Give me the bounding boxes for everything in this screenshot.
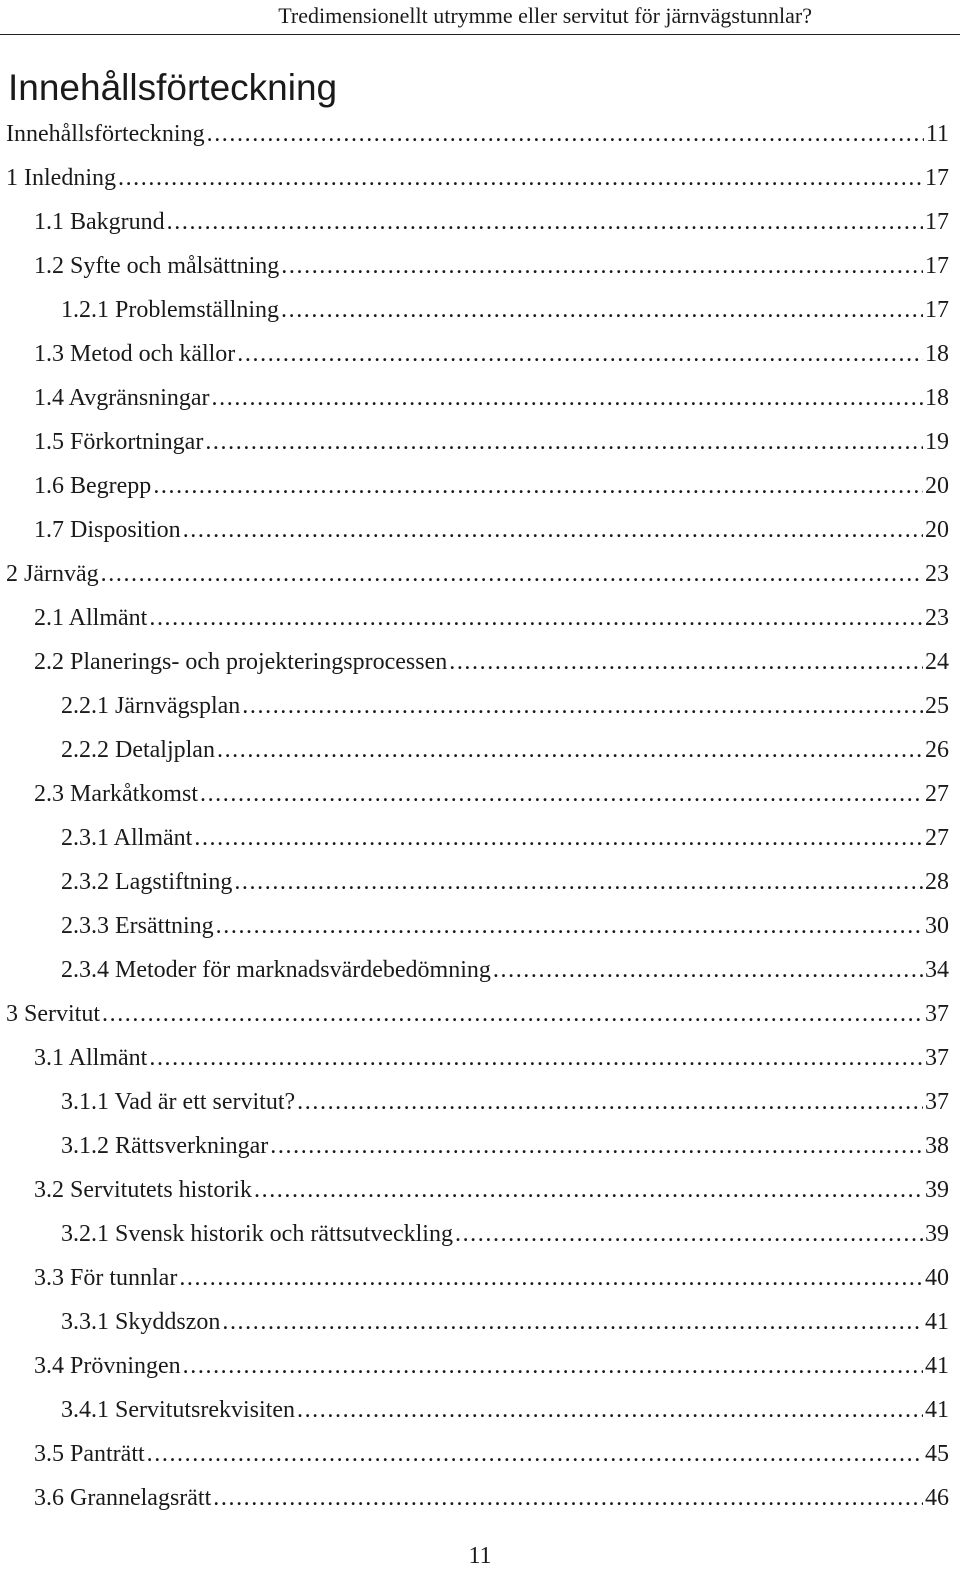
toc-entry-page: 17 [925,165,949,191]
toc-entry[interactable] [0,244,960,288]
toc-entry-title: 2.3.4 Metoder för marknadsvärdebedömning [61,957,491,983]
dot-leader [118,156,923,200]
toc-entry-page: 18 [925,341,949,367]
dot-leader [207,112,924,156]
dot-leader [455,1212,923,1256]
toc-entry-page: 46 [925,1485,949,1511]
toc-entry-title: 3.2.1 Svensk historik och rättsutveckling [61,1221,453,1247]
toc-entry-title: 1 Inledning [6,165,116,191]
dot-leader [183,1344,923,1388]
toc-entry-page: 18 [925,385,949,411]
toc-entry-title: 2.3.3 Ersättning [61,913,214,939]
toc-entry-page: 39 [925,1221,949,1247]
toc-entry-title: 2.2 Planerings- och projekteringsprocessen [34,649,448,675]
toc-entry-page: 24 [925,649,949,675]
toc-entry-page: 41 [925,1353,949,1379]
dot-leader [149,1036,923,1080]
dot-leader [101,552,923,596]
toc-entry-page: 34 [925,957,949,983]
toc-entry[interactable] [0,112,960,156]
dot-leader [153,464,923,508]
toc-entry-title: 1.5 Förkortningar [34,429,204,455]
toc-entry-page: 41 [925,1397,949,1423]
dot-leader [205,420,923,464]
toc-entry-title: 2.2.2 Detaljplan [61,737,215,763]
toc-entry[interactable] [0,508,960,552]
toc-entry[interactable] [0,1388,960,1432]
dot-leader [493,948,923,992]
dot-leader [222,1300,923,1344]
toc-entry[interactable] [0,728,960,772]
toc-entry-page: 19 [925,429,949,455]
dot-leader [234,860,923,904]
toc-entry-page: 28 [925,869,949,895]
dot-leader [217,728,923,772]
toc-entry-title: 3 Servitut [6,1001,100,1027]
toc-entry-page: 37 [925,1089,949,1115]
toc-entry[interactable] [0,860,960,904]
dot-leader [281,244,923,288]
toc-entry-page: 20 [925,473,949,499]
dot-leader [213,1476,923,1520]
dot-leader [297,1388,923,1432]
toc-entry[interactable] [0,420,960,464]
toc-entry-page: 17 [925,209,949,235]
table-of-contents [0,112,960,1520]
toc-entry-page: 37 [925,1045,949,1071]
toc-entry-page: 23 [925,561,949,587]
dot-leader [297,1080,923,1124]
toc-entry-page: 27 [925,825,949,851]
dot-leader [254,1168,923,1212]
dot-leader [194,816,923,860]
toc-entry[interactable] [0,640,960,684]
toc-entry[interactable] [0,948,960,992]
toc-entry-page: 17 [925,253,949,279]
dot-leader [167,200,923,244]
toc-entry-title: 1.6 Begrepp [34,473,152,499]
toc-entry[interactable] [0,992,960,1036]
dot-leader [149,596,923,640]
toc-entry-title: 3.1.2 Rättsverkningar [61,1133,269,1159]
toc-entry-title: 2.1 Allmänt [34,605,148,631]
running-header-title: Tredimensionellt utrymme eller servitut för järnvägstunnlar? [278,3,812,28]
toc-entry-page: 38 [925,1133,949,1159]
page-number: 11 [468,1543,492,1569]
toc-entry[interactable] [0,332,960,376]
toc-entry-page: 39 [925,1177,949,1203]
toc-entry-title: 1.3 Metod och källor [34,341,236,367]
dot-leader [216,904,923,948]
dot-leader [212,376,923,420]
toc-entry-page: 37 [925,1001,949,1027]
toc-entry-title: 2.2.1 Järnvägsplan [61,693,241,719]
dot-leader [179,1256,923,1300]
dot-leader [237,332,923,376]
toc-entry-title: 2.3.1 Allmänt [61,825,193,851]
dot-leader [147,1432,923,1476]
toc-entry-title: 3.1 Allmänt [34,1045,148,1071]
toc-entry[interactable] [0,1476,960,1520]
toc-entry-page: 40 [925,1265,949,1291]
toc-entry[interactable] [0,772,960,816]
toc-entry-page: 26 [925,737,949,763]
toc-entry-page: 41 [925,1309,949,1335]
toc-heading: Innehållsförteckning [8,67,338,108]
toc-entry-title: 1.4 Avgränsningar [34,385,210,411]
toc-entry-title: 3.4.1 Servitutsrekvisiten [61,1397,295,1423]
toc-entry-page: 17 [925,297,949,323]
toc-entry[interactable] [0,1080,960,1124]
toc-entry[interactable] [0,816,960,860]
toc-entry[interactable] [0,288,960,332]
toc-entry-title: 3.3 För tunnlar [34,1265,178,1291]
toc-entry-title: 3.2 Servitutets historik [34,1177,252,1203]
toc-entry[interactable] [0,1212,960,1256]
toc-entry-title: 1.2.1 Problemställning [61,297,279,323]
toc-entry[interactable] [0,1124,960,1168]
toc-entry[interactable] [0,464,960,508]
toc-entry-page: 45 [925,1441,949,1467]
toc-entry[interactable] [0,1300,960,1344]
toc-entry[interactable] [0,1344,960,1388]
toc-entry[interactable] [0,552,960,596]
toc-entry-title: Innehållsförteckning [6,121,205,147]
toc-entry[interactable] [0,596,960,640]
toc-entry-title: 3.1.1 Vad är ett servitut? [61,1089,296,1115]
dot-leader [183,508,923,552]
toc-entry[interactable] [0,1168,960,1212]
running-header [0,0,960,35]
toc-entry-page: 23 [925,605,949,631]
toc-entry[interactable] [0,200,960,244]
toc-entry-page: 20 [925,517,949,543]
toc-entry-title: 2.3 Markåtkomst [34,781,198,807]
toc-entry-title: 1.2 Syfte och målsättning [34,253,280,279]
toc-entry-title: 2 Järnväg [6,561,99,587]
dot-leader [270,1124,923,1168]
dot-leader [449,640,923,684]
toc-entry-title: 1.1 Bakgrund [34,209,165,235]
toc-entry[interactable] [0,156,960,200]
dot-leader [242,684,923,728]
toc-entry-title: 1.7 Disposition [34,517,181,543]
toc-entry-page: 27 [925,781,949,807]
toc-entry[interactable] [0,904,960,948]
toc-entry[interactable] [0,1256,960,1300]
toc-entry[interactable] [0,1432,960,1476]
toc-entry-page: 30 [925,913,949,939]
toc-entry-title: 2.3.2 Lagstiftning [61,869,233,895]
toc-entry-title: 3.3.1 Skyddszon [61,1309,221,1335]
toc-entry-title: 3.4 Prövningen [34,1353,181,1379]
toc-entry-title: 3.5 Panträtt [34,1441,145,1467]
toc-entry-title: 3.6 Grannelagsrätt [34,1485,212,1511]
toc-entry[interactable] [0,376,960,420]
toc-entry[interactable] [0,1036,960,1080]
dot-leader [102,992,923,1036]
toc-entry-page: 11 [925,121,949,147]
toc-entry[interactable] [0,684,960,728]
dot-leader [281,288,923,332]
dot-leader [200,772,923,816]
toc-entry-page: 25 [925,693,949,719]
